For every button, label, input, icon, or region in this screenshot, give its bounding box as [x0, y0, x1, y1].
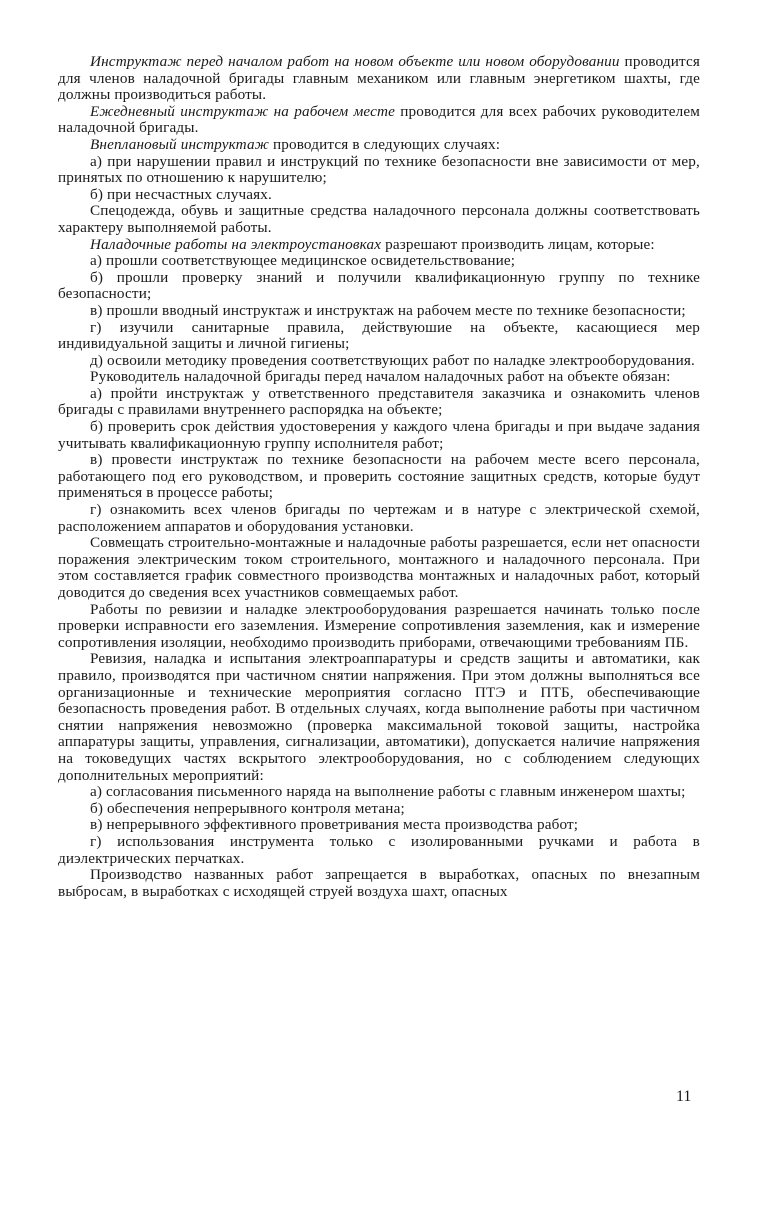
list-item: в) прошли вводный инструктаж и инструктаж на рабочем месте по технике безопасности; [90, 301, 686, 319]
page-number: 11 [676, 1088, 692, 1105]
paragraph-text: проводится для членов наладочной бригады главным механиком или главным энергетиком шахты, где должны производиться работы. [58, 53, 700, 104]
list-item: а) при нарушении правил и инструкций по технике безопасности вне зависимости от мер, принятых по отношению к нарушителю; [58, 152, 700, 187]
paragraph: Спецодежда, обувь и защитные средства наладочного персонала должны соответствовать характеру выполняемой работы. [58, 202, 700, 236]
list-item: а) прошли соответствующее медицинское освидетельствование; [90, 252, 516, 270]
paragraph-lead: Ежедневный инструктаж на рабочем месте [90, 102, 396, 120]
paragraph-text: проводится для всех рабочих руководителем наладочной бригады. [58, 102, 701, 137]
paragraph-text: разрешают производить лицам, которые: [381, 235, 655, 253]
paragraph [58, 137, 700, 154]
page-body [58, 54, 700, 900]
list-item: б) прошли проверку знаний и получили квалификационную группу по технике безопасности; [58, 268, 700, 303]
paragraph-lead: Наладочные работы на электроустановках [90, 235, 382, 253]
paragraph: Руководитель наладочной бригады перед началом наладочных работ на объекте обязан: [90, 368, 671, 386]
paragraph [58, 54, 700, 104]
list-item: б) проверить срок действия удостоверения у каждого члена бригады и при выдаче задания учитывать квалификационную группу исполнителя работ; [58, 418, 700, 452]
list-item: г) использования инструмента только с изолированными ручками и работа в диэлектрических перчатках. [58, 832, 700, 867]
list-item: д) освоили методику проведения соответствующих работ по наладке электрооборудования. [90, 351, 695, 369]
paragraph [58, 104, 700, 137]
paragraph: Совмещать строительно-монтажные и наладочные работы разрешается, если нет опасности поражения электрическим током строительного, монтажного и наладочного персонала. При этом составляется график совместного производства монтажных и наладочных работ, который доводится до сведения всех участников совмещаемых работ. [58, 534, 700, 601]
list-item: г) изучили санитарные правила, действуюшие на объекте, касающиеся мер индивидуальной защиты и личной гигиены; [58, 318, 700, 353]
list-item: в) непрерывного эффективного проветривания места производства работ; [90, 816, 579, 834]
paragraph: Работы по ревизии и наладке электрооборудования разрешается начинать только после проверки исправности его заземления. Измерение сопротивления заземления, как и измерение сопротивления изоляции, необходимо производить приборами, отвечающими требованиям ПБ. [58, 600, 700, 651]
list-item: б) обеспечения непрерывного контроля метана; [90, 799, 405, 817]
list-item: в) провести инструктаж по технике безопасности на рабочем месте всего персонала, работающего под его руководством, и проверить состояние защитных средств, которые будут применяться в процессе работы; [58, 451, 700, 502]
list-item: а) согласования письменного наряда на выполнение работы с главным инженером шахты; [90, 783, 686, 801]
paragraph: Ревизия, наладка и испытания электроаппаратуры и средств защиты и автоматики, как правило, производятся при частичном снятии напряжения. При этом должны выполняться все организационные и технические мероприятия согласно ПТЭ и ПТБ, обеспечивающие безопасность проведения работ. В отдельных случаях, когда выполнение работы при частичном снятии напряжения невозможно (проверка максимальной токовой защиты, настройка аппаратуры защиты, управления, сигнализации, автоматики), допускается наличие напряжения на токоведущих частях вскрытого электрооборудования, но с соблюдением следующих дополнительных мероприятий: [58, 650, 700, 784]
list-item: г) ознакомить всех членов бригады по чертежам и в натуре с электрической схемой, расположением аппаратов и оборудования установки. [58, 501, 700, 535]
paragraph-lead: Инструктаж перед началом работ на новом объекте или новом оборудовании [90, 53, 620, 70]
list-item: а) пройти инструктаж у ответственного представителя заказчика и ознакомить членов бригады с правилами внутреннего распорядка на объекте; [58, 384, 700, 419]
paragraph [58, 237, 700, 254]
paragraph: Производство названных работ запрещается в выработках, опасных по внезапным выбросам, в выработках с исходящей струей воздуха шахт, опасных [58, 866, 700, 900]
paragraph-lead: Внеплановый инструктаж [90, 135, 269, 153]
paragraph-text: проводится в следующих случаях: [269, 135, 501, 153]
list-item: б) при несчастных случаях. [90, 185, 272, 203]
